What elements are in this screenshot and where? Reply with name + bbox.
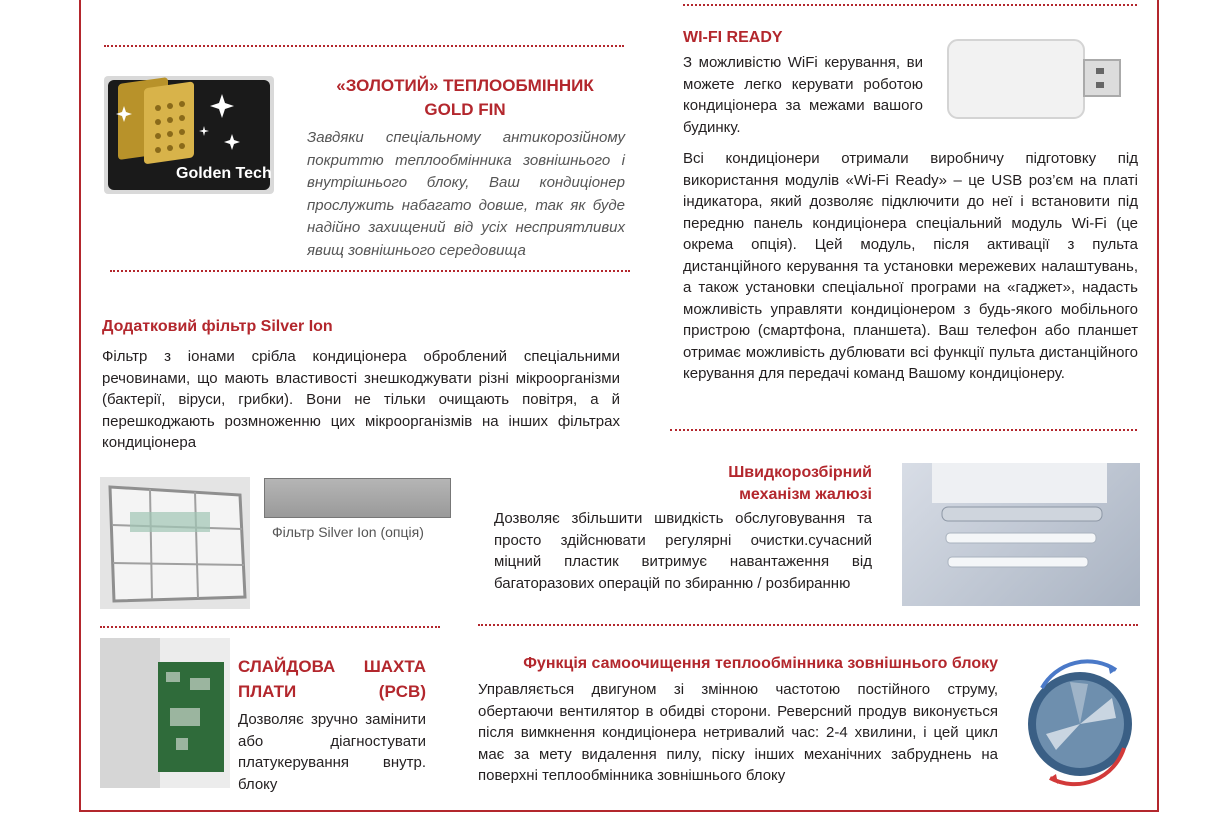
pcb-image	[100, 638, 230, 788]
silver-ion-caption: Фільтр Silver Ion (опція)	[272, 524, 424, 540]
wifi-intro: З можливістю WiFi керування, ви можете легко керувати роботою кондиціонера за межами вашого будинку.	[683, 54, 923, 136]
louver-title	[600, 462, 872, 506]
pcb-title-text: СЛАЙДОВА ШАХТА ПЛАТИ (PCB)	[238, 657, 426, 701]
gold-fin-title-line2: GOLD FIN	[424, 100, 506, 119]
divider	[100, 626, 440, 628]
louver-title-line1: Швидкорозбірний	[728, 464, 872, 481]
filter-frame-icon	[100, 477, 250, 609]
silver-ion-body: Фільтр з іонами срібла кондиціонера оброблений спеціальними речовинами, що мають властивості знешкоджувати різні мікроорганізми (бактерії, віруси, грибки). Вони не тільки очищають повітря, а й перешкоджають розмноженню цих мікроорганізмів на інших фільтрах кондиціонера	[102, 348, 620, 451]
reverse-fan-image	[1020, 648, 1140, 798]
divider	[683, 4, 1137, 6]
self-clean-body: Управляється двигуном зі змінною частотою постійного струму, обертаючи вентилятор в обидві сторони. Реверсний продув виконується після вимкнення кондиціонера нетривалий час: 2-4 хвилини, і цей цикл має за мету видалення пилу, піску інших механічних забруднень на поверхні теплообмінника зовнішнього блоку	[478, 681, 998, 784]
circuit-board-icon	[100, 638, 230, 788]
fan-rotation-icon	[1020, 648, 1140, 798]
gold-fin-title-line1: «ЗОЛОТИЙ» ТЕПЛООБМІННИК	[336, 76, 594, 95]
wifi-title: WI-FI READY	[683, 29, 783, 46]
self-clean-title: Функція самоочищення теплообмінника зовнішнього блоку	[523, 655, 998, 672]
wifi-body: Всі кондиціонери отримали виробничу підготовку під використання модулів «Wi-Fi Ready» – це USB роз’єм на платі індикатора, який дозволяє підключити до неї і встановити під передню панель кондиціонера спеціальний модуль Wi-Fi (це окрема опція). Цей модуль, після активації з пульта дистанційного керування та установки мережевих налаштувань, а також установки спеціальної програми на «гаджет», надасть можливість управляти кондиціонером з будь-якого мобільного пристрою (смартфона, планшета). Ваш телефон або планшет отримає можливість дублювати всі функції пульта дистанційного керування для передачі команд Вашому кондиціонеру.	[683, 150, 1138, 382]
golden-tech-badge	[104, 76, 274, 194]
louver-icon	[902, 463, 1140, 606]
silver-ion-title: Додатковий фільтр Silver Ion	[102, 318, 333, 335]
louver-title-line2: механізм жалюзі	[739, 486, 872, 503]
usb-dongle-icon	[944, 36, 1126, 122]
gold-fin-title	[300, 74, 630, 122]
badge-text: Golden Tech	[176, 165, 272, 182]
filter-frame-image	[100, 477, 250, 609]
gold-fin-body: Завдяки спеціальному антикорозійному покриттю теплообмінника зовнішнього і внутрішнього блоку, Ваш кондиціонер прослужить набагато довше, так як буде надійно захищений від усіх несприятливих явищ зовнішнього середовища	[307, 129, 625, 259]
wifi-usb-module-image	[944, 36, 1126, 122]
silver-ion-filter-image	[264, 478, 451, 518]
pcb-body: Дозволяє зручно замінити або діагностувати платукерування внутр. блоку	[238, 711, 426, 793]
golden-tech-icon	[104, 76, 274, 194]
louver-mechanism-image	[902, 463, 1140, 606]
pcb-title	[238, 654, 426, 704]
louver-body: Дозволяє збільшити швидкість обслуговування та просто здійснювати регулярні очистки.сучасний міцний пластик витримує навантаження від багаторазових операцій по збиранню / розбиранню	[494, 510, 872, 592]
divider	[670, 429, 1137, 431]
divider	[104, 45, 624, 47]
divider	[478, 624, 1138, 626]
divider	[110, 270, 630, 272]
